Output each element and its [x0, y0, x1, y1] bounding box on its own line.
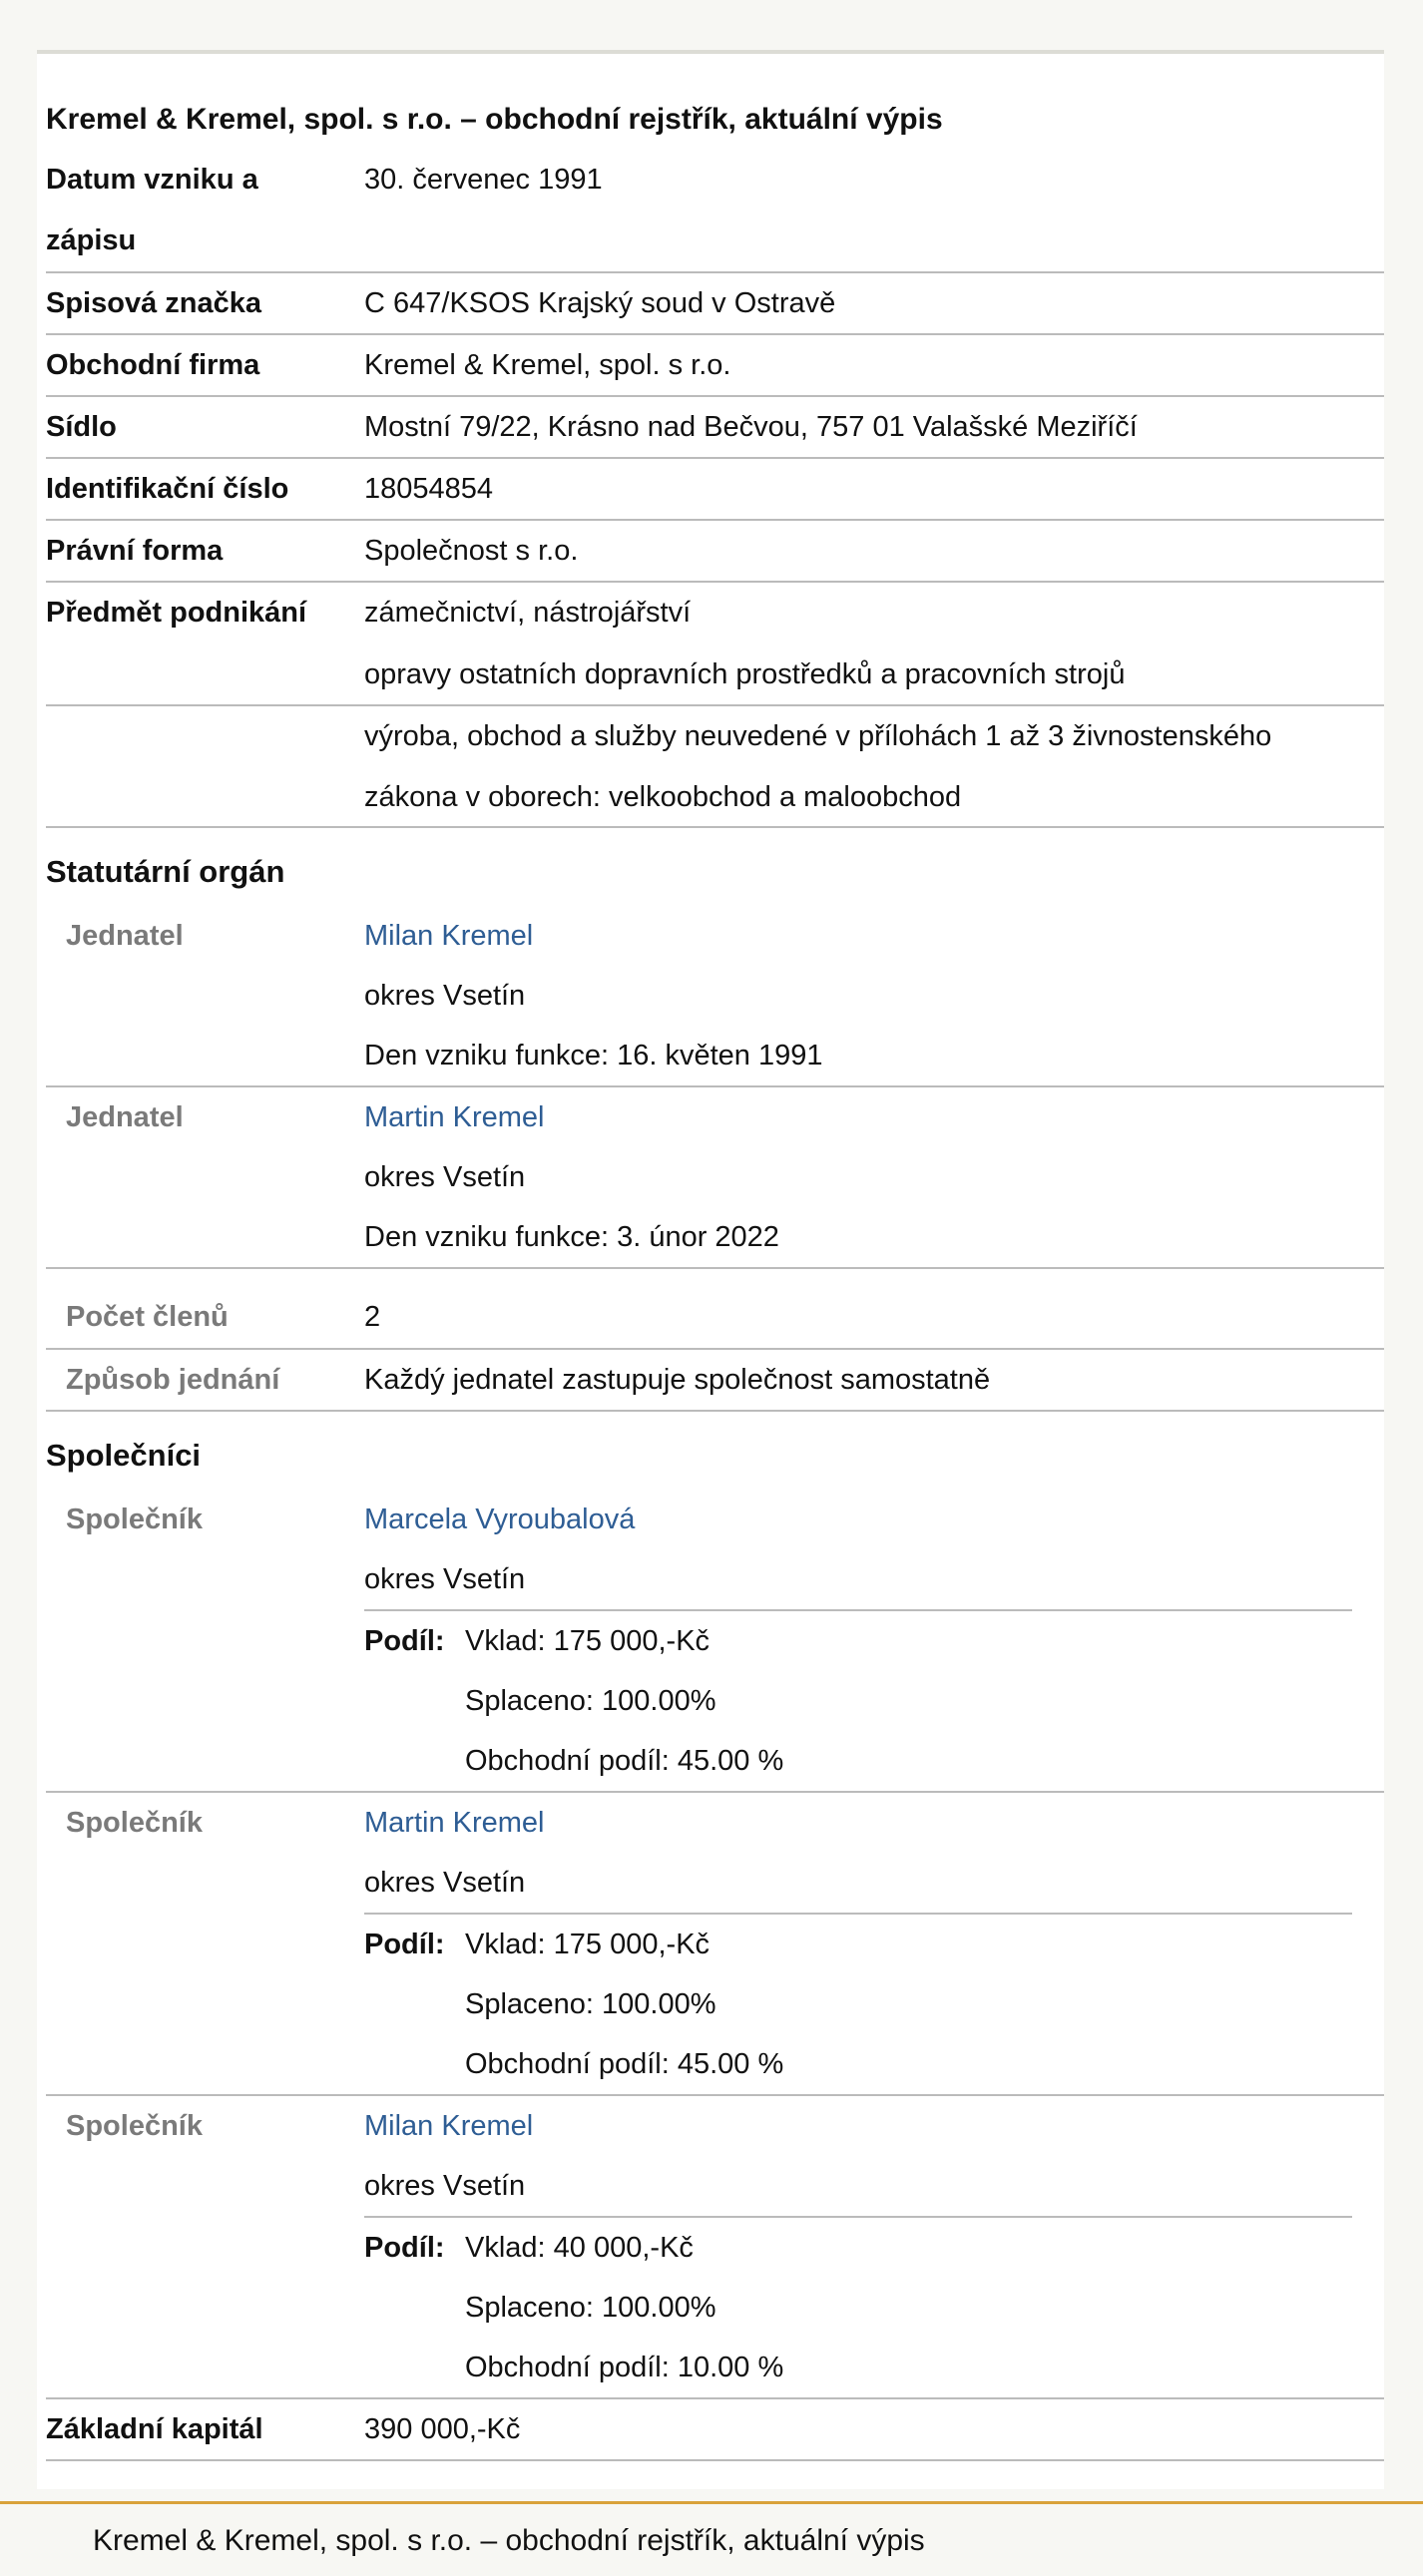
predmet-item: opravy ostatních dopravních prostředků a pracovních strojů: [364, 658, 1126, 690]
jednatel-role: Jednatel: [66, 920, 184, 952]
row-forma: [46, 521, 1384, 583]
forma-value: Společnost s r.o.: [364, 535, 579, 567]
splaceno-value: Splaceno: 100.00%: [465, 1685, 716, 1717]
spolecnik-name-link[interactable]: Marcela Vyroubalová: [364, 1503, 636, 1535]
predmet-item: zámečnictví, nástrojářství: [364, 597, 692, 629]
datum-value: 30. červenec 1991: [364, 164, 603, 196]
spolecnik-name-link[interactable]: Milan Kremel: [364, 2110, 534, 2142]
footer-text: Kremel & Kremel, spol. s r.o. – obchodní rejstřík, aktuální výpis: [93, 2524, 925, 2557]
sidlo-value: Mostní 79/22, Krásno nad Bečvou, 757 01 Valašské Meziříčí: [364, 411, 1138, 443]
row-pocet-clenu: [46, 1269, 1384, 1350]
zpusob-value: Každý jednatel zastupuje společnost samostatně: [364, 1364, 991, 1396]
ico-label: Identifikační číslo: [46, 473, 289, 505]
kapital-value: 390 000,-Kč: [364, 2413, 521, 2445]
predmet-item: výroba, obchod a služby neuvedené v přílohách 1 až 3 živnostenského: [364, 720, 1272, 752]
spolecnik-role: Společník: [66, 1807, 203, 1839]
spolecnik-district: okres Vsetín: [364, 1867, 526, 1899]
spolecnik-role: Společník: [66, 1503, 203, 1535]
zpusob-label: Způsob jednání: [66, 1364, 280, 1396]
firma-value: Kremel & Kremel, spol. s r.o.: [364, 349, 731, 381]
kapital-label: Základní kapitál: [46, 2413, 263, 2445]
jednatel-district: okres Vsetín: [364, 1161, 526, 1193]
podil-label: Podíl:: [364, 2232, 445, 2264]
section-statutarni-heading: Statutární orgán: [46, 854, 285, 889]
datum-label-2: zápisu: [46, 224, 137, 256]
obchodni-podil-value: Obchodní podíl: 10.00 %: [465, 2352, 784, 2383]
datum-label-1: Datum vzniku a: [46, 164, 258, 196]
spolecnik-role: Společník: [66, 2110, 203, 2142]
predmet-label: Předmět podnikání: [46, 597, 307, 629]
jednatel-name-link[interactable]: Milan Kremel: [364, 920, 534, 952]
sidlo-label: Sídlo: [46, 411, 117, 443]
obchodni-podil-value: Obchodní podíl: 45.00 %: [465, 1745, 784, 1777]
obchodni-podil-value: Obchodní podíl: 45.00 %: [465, 2048, 784, 2080]
jednatel-since: Den vzniku funkce: 3. únor 2022: [364, 1221, 779, 1253]
vklad-value: Vklad: 40 000,-Kč: [465, 2232, 694, 2264]
spolecnik-district: okres Vsetín: [364, 2170, 526, 2202]
page-title: Kremel & Kremel, spol. s r.o. – obchodní rejstřík, aktuální výpis: [46, 103, 943, 136]
ico-value: 18054854: [364, 473, 494, 505]
pocet-label: Počet členů: [66, 1301, 229, 1333]
section-spolecnici-heading: Společníci: [46, 1438, 202, 1473]
spisova-value: C 647/KSOS Krajský soud v Ostravě: [364, 287, 836, 319]
jednatel-name-link[interactable]: Martin Kremel: [364, 1101, 545, 1133]
spisova-label: Spisová značka: [46, 287, 261, 319]
jednatel-role: Jednatel: [66, 1101, 184, 1133]
firma-label: Obchodní firma: [46, 349, 260, 381]
jednatel-district: okres Vsetín: [364, 980, 526, 1012]
splaceno-value: Splaceno: 100.00%: [465, 1988, 716, 2020]
jednatel-since: Den vzniku funkce: 16. květen 1991: [364, 1040, 823, 1072]
spolecnik-district: okres Vsetín: [364, 1563, 526, 1595]
podil-label: Podíl:: [364, 1625, 445, 1657]
vklad-value: Vklad: 175 000,-Kč: [465, 1929, 711, 1960]
predmet-item: zákona v oborech: velkoobchod a maloobchod: [364, 781, 962, 813]
pocet-value: 2: [364, 1301, 381, 1333]
vklad-value: Vklad: 175 000,-Kč: [465, 1625, 711, 1657]
spolecnik-name-link[interactable]: Martin Kremel: [364, 1807, 545, 1839]
podil-label: Podíl:: [364, 1929, 445, 1960]
splaceno-value: Splaceno: 100.00%: [465, 2292, 716, 2324]
forma-label: Právní forma: [46, 535, 224, 567]
